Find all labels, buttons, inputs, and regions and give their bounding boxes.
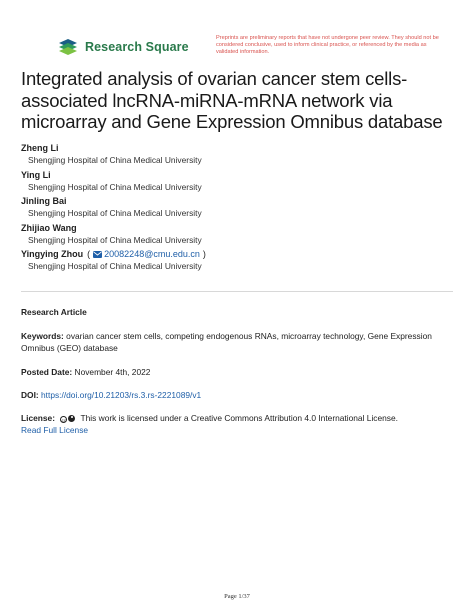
research-square-logo-icon	[57, 38, 79, 56]
section-divider	[21, 291, 453, 292]
attribution-icon	[68, 415, 75, 422]
page-number: Page 1/37	[224, 593, 250, 600]
doi-label: DOI:	[21, 390, 39, 400]
email-close-paren: )	[202, 249, 206, 259]
author-entry	[21, 169, 461, 194]
author-name[interactable]: Jinling Bai	[21, 196, 67, 206]
author-list	[21, 142, 461, 275]
research-square-logo[interactable]	[57, 38, 189, 56]
keywords-section	[21, 330, 451, 354]
license-section	[21, 412, 451, 436]
author-name[interactable]: Zhijiao Wang	[21, 222, 77, 233]
author-email-link[interactable]: 20082248@cmu.edu.cn	[104, 249, 200, 259]
doi-section	[21, 389, 451, 401]
author-entry	[21, 142, 461, 167]
preprint-disclaimer: Preprints are preliminary reports that have not undergone peer review. They should not be considered conclusive, used to inform clinical practice, or referenced by the media as validated information.	[216, 35, 439, 55]
read-full-license-link[interactable]: Read Full License	[21, 425, 89, 435]
keywords-text: ovarian cancer stem cells, competing endogenous RNAs, microarray technology, Gene Expression Omnibus (GEO) database	[21, 331, 432, 353]
author-entry	[21, 248, 461, 273]
corresponding-author	[21, 248, 461, 260]
author-email-group	[87, 248, 206, 260]
author-name[interactable]: Zheng Li	[21, 143, 59, 153]
author-affiliation: Shengjing Hospital of China Medical University	[28, 261, 202, 271]
posted-date-label: Posted Date:	[21, 367, 73, 377]
posted-date-section	[21, 366, 451, 378]
doi-link[interactable]: https://doi.org/10.21203/rs.3.rs-2221089/v1	[41, 390, 202, 400]
author-affiliation: Shengjing Hospital of China Medical University	[28, 181, 202, 192]
envelope-icon	[93, 251, 102, 258]
brand-name: Research Square	[85, 40, 189, 54]
posted-date-value: November 4th, 2022	[74, 367, 151, 377]
author-name[interactable]: Yingying Zhou	[21, 249, 84, 259]
license-label: License:	[21, 413, 55, 423]
article-type	[21, 306, 451, 318]
article-type-label: Research Article	[21, 307, 87, 317]
author-affiliation: Shengjing Hospital of China Medical University	[28, 234, 202, 245]
creative-commons-icon: cc	[61, 418, 67, 423]
keywords-label: Keywords:	[21, 331, 64, 341]
author-name[interactable]: Ying Li	[21, 169, 51, 180]
author-entry	[21, 222, 461, 247]
author-affiliation: Shengjing Hospital of China Medical University	[28, 155, 202, 165]
header	[0, 0, 474, 62]
license-text: This work is licensed under a Creative Commons Attribution 4.0 International License.	[80, 413, 398, 423]
author-affiliation: Shengjing Hospital of China Medical University	[28, 208, 202, 218]
email-open-paren: (	[87, 249, 91, 259]
author-entry	[21, 195, 461, 220]
paper-title: Integrated analysis of ovarian cancer stem cells-associated lncRNA-miRNA-mRNA network via microarray and Gene Expression Omnibus database	[21, 68, 443, 132]
